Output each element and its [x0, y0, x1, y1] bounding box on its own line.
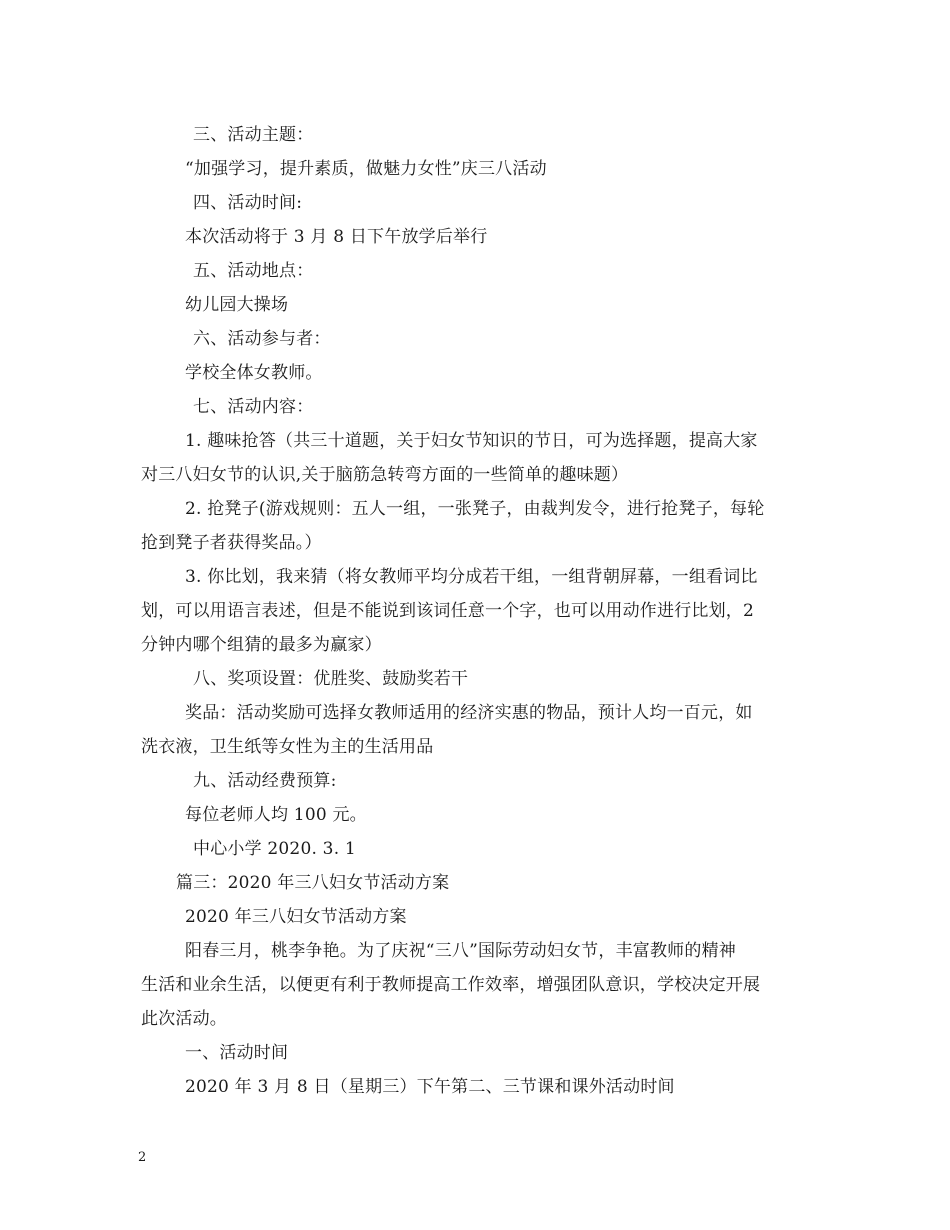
participants-text: 学校全体女教师。	[185, 363, 323, 383]
theme-text: “加强学习，提升素质，做魅力女性”庆三八活动	[185, 159, 547, 179]
heading-location: 五、活动地点：	[193, 261, 314, 281]
section-title: 篇三：2020 年三八妇女节活动方案	[176, 873, 450, 893]
content-item-3-line-1: 3. 你比划，我来猜（将女教师平均分成若干组，一组背朝屏幕，一组看词比	[185, 567, 758, 587]
heading-theme: 三、活动主题：	[193, 125, 314, 145]
intro-line-1: 阳春三月，桃李争艳。为了庆祝“三八”国际劳动妇女节，丰富教师的精神	[185, 941, 736, 961]
content-item-2-line-2: 抢到凳子者获得奖品。）	[141, 533, 322, 553]
heading-time: 四、活动时间:	[193, 193, 303, 213]
heading-awards: 八、奖项设置：优胜奖、鼓励奖若干	[193, 669, 469, 689]
activity-time-text: 2020 年 3 月 8 日（星期三）下午第二、三节课和课外活动时间	[185, 1077, 675, 1097]
content-item-3-line-2: 划，可以用语言表述，但是不能说到该词任意一个字，也可以用动作进行比划，2	[141, 601, 755, 621]
content-item-1-line-2: 对三八妇女节的认识,关于脑筋急转弯方面的一些简单的趣味题）	[141, 465, 629, 485]
budget-text: 每位老师人均 100 元。	[185, 805, 367, 825]
location-text: 幼儿园大操场	[185, 295, 289, 315]
content-item-2-line-1: 2. 抢凳子(游戏规则：五人一组，一张凳子，由裁判发令，进行抢凳子，每轮	[185, 499, 765, 519]
intro-line-3: 此次活动。	[141, 1009, 227, 1029]
page-number: 2	[138, 1150, 147, 1165]
heading-participants: 六、活动参与者：	[193, 329, 331, 349]
content-item-3-line-3: 分钟内哪个组猜的最多为赢家）	[141, 635, 382, 655]
prizes-line-1: 奖品：活动奖励可选择女教师适用的经济实惠的物品，预计人均一百元，如	[185, 703, 753, 723]
heading-budget: 九、活动经费预算:	[193, 771, 337, 791]
heading-activity-time: 一、活动时间	[185, 1043, 289, 1063]
time-text: 本次活动将于 3 月 8 日下午放学后举行	[185, 227, 488, 247]
prizes-line-2: 洗衣液，卫生纸等女性为主的生活用品	[141, 737, 434, 757]
intro-line-2: 生活和业余生活，以便更有利于教师提高工作效率，增强团队意识，学校决定开展	[141, 975, 761, 995]
plan-title: 2020 年三八妇女节活动方案	[185, 907, 407, 927]
heading-content: 七、活动内容：	[193, 397, 314, 417]
content-item-1-line-1: 1. 趣味抢答（共三十道题，关于妇女节知识的节日，可为选择题，提高大家	[185, 431, 758, 451]
signature-date: 中心小学 2020. 3. 1	[193, 839, 356, 859]
